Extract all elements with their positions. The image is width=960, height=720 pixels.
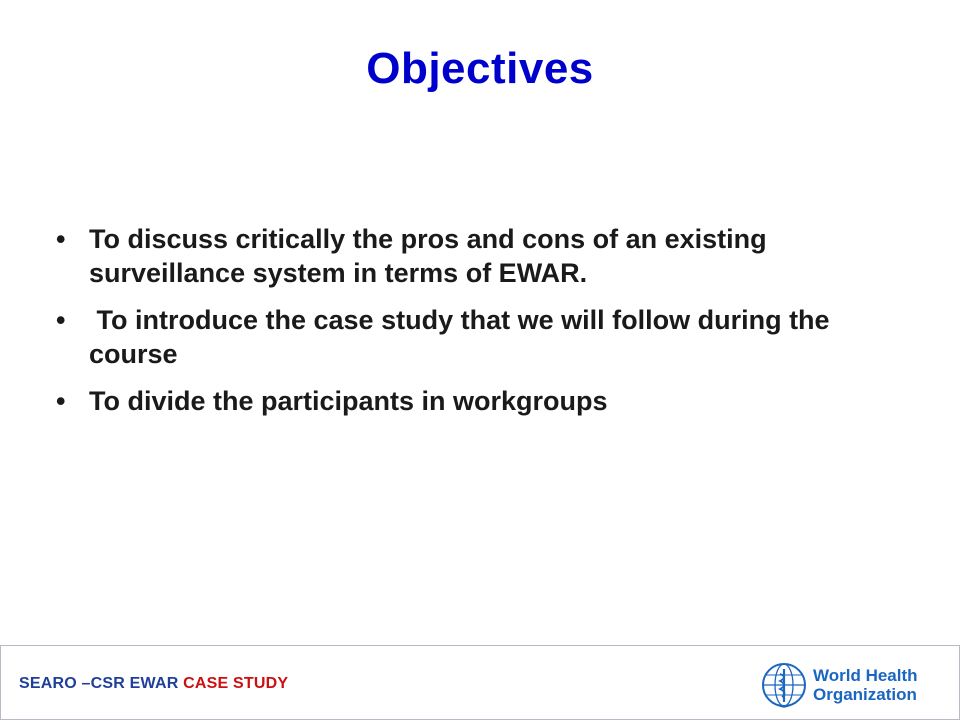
- bullet-item: [56, 303, 906, 371]
- bullet-marker: •: [56, 305, 66, 335]
- footer-bar: [0, 645, 960, 720]
- footer-label-case-study: CASE STUDY: [183, 675, 289, 692]
- bullet-marker: •: [56, 224, 66, 254]
- bullet-item: [56, 384, 906, 418]
- who-logo-line1: World Health: [813, 666, 918, 685]
- bullet-text: To introduce the case study that we will follow during the course: [89, 305, 838, 369]
- who-emblem-icon: [761, 662, 807, 708]
- who-logo: [761, 662, 919, 708]
- footer-label: [19, 675, 288, 693]
- slide-title: Objectives: [366, 44, 594, 93]
- who-logo-line2: Organization: [813, 685, 917, 704]
- bullet-list: [56, 222, 906, 431]
- bullet-item: [56, 222, 906, 290]
- bullet-text: To discuss critically the pros and cons of an existing surveillance system in terms of EWAR.: [89, 224, 775, 288]
- who-logo-text: [813, 666, 918, 704]
- bullet-marker: •: [56, 386, 66, 416]
- bullet-text: To divide the participants in workgroups: [89, 386, 608, 416]
- footer-label-org: SEARO –CSR EWAR: [19, 675, 184, 692]
